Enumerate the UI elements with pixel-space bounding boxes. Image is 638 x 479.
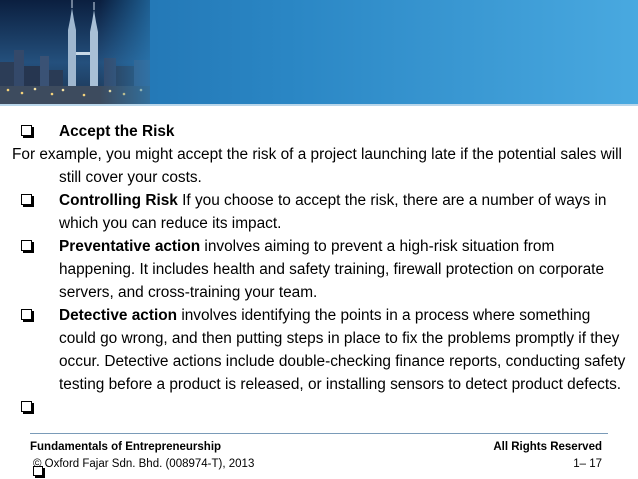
item-text: For example, you might accept the risk of a project launching late if the potential sales will still cover your costs. [12, 146, 622, 186]
bullet-item-empty [12, 396, 630, 419]
checkbox-bullet-icon [21, 401, 32, 412]
item-text: involves identifying the points in a process where something could go wrong, and then putting steps in place to fix the problems promptly if they occur. Detective actions include double-checking finance reports, conducting safety testing before a product is released, or installing sensors to detect product defects. [59, 307, 626, 393]
item-text: If you choose to accept the risk, there are a number of ways in which you can reduce its impact. [59, 192, 607, 232]
bullet-item-controlling [12, 189, 630, 235]
item-heading: Controlling Risk [59, 192, 178, 209]
footer-rights: All Rights Reserved [493, 441, 602, 453]
checkbox-bullet-icon [21, 194, 32, 205]
item-heading: Accept the Risk [59, 123, 175, 140]
checkbox-bullet-icon [21, 240, 32, 251]
checkbox-bullet-icon [33, 466, 43, 476]
slide-body [12, 120, 630, 419]
item-heading: Preventative action [59, 238, 201, 255]
bullet-item-detective [12, 304, 630, 396]
checkbox-bullet-icon [21, 125, 32, 136]
bullet-item-preventative [12, 235, 630, 304]
city-skyline-image [0, 0, 150, 104]
item-heading: Detective action [59, 307, 178, 324]
item-text: involves aiming to prevent a high-risk situation from happening. It includes health and safety training, firewall protection on corporate servers, and cross-training your team. [59, 238, 604, 301]
header-divider [0, 104, 638, 106]
footer-divider [30, 433, 608, 434]
page-number: 1– 17 [573, 458, 602, 470]
paragraph-example [12, 143, 630, 189]
footer-title: Fundamentals of Entrepreneurship [30, 441, 222, 453]
header-banner [0, 0, 638, 104]
checkbox-bullet-icon [21, 309, 32, 320]
footer-copyright: © Oxford Fajar Sdn. Bhd. (008974-T), 2013 [33, 458, 255, 470]
bullet-item-accept [12, 120, 630, 143]
